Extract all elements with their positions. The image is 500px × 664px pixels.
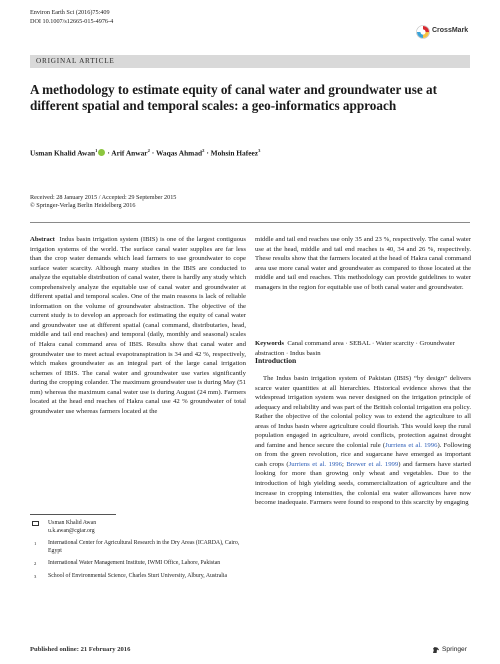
citation-link[interactable]: Brewer et al. 1999 (346, 460, 399, 468)
corresponding-author-email[interactable]: u.k.awan@cgiar.org (48, 527, 95, 534)
author-list (30, 148, 260, 157)
intro-text: ). Following on from the green revolution, rice and sugarcane have emerged as important cash crops ( (255, 441, 472, 468)
abstract-left-column (30, 235, 246, 416)
header-divider (30, 222, 470, 223)
footnotes (30, 520, 246, 586)
intro-text: ; (341, 460, 347, 468)
springer-horse-icon (432, 646, 440, 654)
affiliation-mark: 1 (34, 541, 37, 547)
author-affiliation-mark: 3 (258, 148, 261, 153)
keywords-label: Keywords (255, 340, 284, 347)
springer-logo (432, 645, 472, 655)
author-name[interactable]: Usman Khalid Awan (30, 148, 96, 158)
abstract-text-left: Indus basin irrigation system (IBIS) is one of the largest contiguous irrigation systems of the world. The surface canal water supplies are far less than the crop water demands which lead farmers to use groundwater to cope surface water scarcity. Although many studies in the IBIS are conducted to analyze the equitable distribution of canal water, there is hardly any study which comprehensively analyze the equitable use of canal water and groundwater at different spatial and temporal scales. One of the main reasons is lack of reliable information on the volume of groundwater abstraction. The objective of the current study is to develop an approach for estimating the equity of canal water and groundwater use at different spatial (canal command, distributaries, head, middle and tail end reaches) and temporal (daily, monthly and seasonal) scales of Hakra canal command area of IBIS. Results show that canal water and groundwater use to meet actual evapotranspiration is 34 and 42 %, respectively, which makes groundwater as an integral part of the large canal irrigation schemes of IBIS. The canal water and groundwater use varies significantly during the cropping colander. The maximum groundwater use is during May (51 mm) whereas the maximum canal water use is during August (24 mm). Farmers located at the head end reaches of Hakra canal use 42 % groundwater of total groundwater use whereas farmers located at the (30, 236, 246, 415)
article-title: A methodology to estimate equity of canal water and groundwater use at different spatial and temporal scales: a geo-informatics approach (30, 82, 437, 113)
citation-link[interactable]: Jurriens et al. 1996 (288, 460, 342, 468)
affiliation-mark: 3 (34, 573, 37, 579)
author-name[interactable]: Mohsin Hafeez (210, 148, 259, 158)
author-name[interactable]: Arif Anwar (111, 148, 148, 158)
affiliation-item (30, 573, 246, 581)
introduction-body (255, 374, 471, 508)
abstract-label: Abstract (30, 236, 55, 243)
envelope-icon (32, 521, 39, 526)
springer-label: Springer (442, 646, 467, 653)
abstract-paragraph (30, 235, 246, 416)
affiliation-text: International Center for Agricultural Research in the Dry Areas (ICARDA), Cairo, Egypt (48, 540, 240, 554)
intro-text: The Indus basin irrigation system of Pakistan (IBIS) “by design” delivers scarce water quantities at all hierarchies. Historical evidence shows that the widespread irrigation system was never designed on the irrigation principle of adequacy and reliability and was part of the British colonial irrigation era policy. Rather the objective of the colonial policy was to extend the agriculture to all areas of Indus basin where agriculture could flourish. This would keep the rural population engaged in agriculture, avoid conflicts, protection against drought and famine and hence secure the colonial rule ( (255, 375, 471, 449)
received-accepted-dates: Received: 28 January 2015 / Accepted: 29 September 2015 (30, 194, 177, 201)
author-affiliation-mark: 1 (95, 148, 98, 153)
journal-meta (30, 8, 113, 26)
crossmark-badge[interactable] (416, 25, 476, 39)
crossmark-icon (416, 25, 430, 39)
doi-link[interactable]: DOI 10.1007/s12665-015-4976-4 (30, 18, 114, 25)
author-affiliation-mark: 2 (202, 148, 205, 153)
author-name[interactable]: Waqas Ahmad (155, 148, 203, 158)
article-type-banner (30, 55, 470, 68)
article-dates (30, 194, 176, 210)
page-footer (30, 646, 470, 656)
affiliation-mark: 2 (34, 561, 37, 567)
corresponding-author (30, 520, 246, 535)
affiliation-text: International Water Management Institute, IWMI Office, Lahore, Pakistan (48, 560, 221, 567)
introduction-heading: Introduction (255, 356, 297, 365)
published-online-date: Published online: 21 February 2016 (30, 646, 131, 653)
crossmark-label: CrossMark (432, 27, 469, 34)
author-separator: · (206, 148, 209, 158)
author-separator: · (151, 148, 155, 158)
copyright-notice: © Springer-Verlag Berlin Heidelberg 2016 (30, 202, 136, 209)
journal-citation: Environ Earth Sci (2016)75:409 (30, 9, 110, 16)
corresponding-author-name: Usman Khalid Awan (48, 520, 97, 526)
citation-link[interactable]: Jurriens et al. 1996 (385, 441, 438, 449)
keywords-text: Canal command area · SEBAL · Water scarcity · Groundwater abstraction · Indus basin (255, 340, 455, 357)
footnote-divider (30, 514, 116, 515)
orcid-icon[interactable] (98, 149, 105, 156)
author-affiliation-mark: 2 (147, 148, 150, 153)
abstract-right-column (255, 235, 471, 292)
affiliation-item (30, 560, 246, 568)
abstract-text-right: middle and tail end reaches use only 35 and 23 %, respectively. The canal water use at the head, middle and tail end reaches is 40, 34 and 26 %, respectively. These results show that the farmers located at the head of Hakra canal command area use more canal water and groundwater as compared to those located at the middle and tail end reaches. This methodology can provide guidelines to water managers in the region for equitable use of both canal water and groundwater. (255, 236, 471, 291)
author-separator: · (107, 148, 110, 158)
article-type-label: ORIGINAL ARTICLE (36, 57, 115, 65)
affiliation-text: School of Environmental Science, Charles Sturt University, Albury, Australia (48, 572, 228, 579)
intro-text: ) and farmers have started looking for more than growing only wheat and vegetables. Due to the introduction of high yielding seeds, commercialization of agriculture and the increase in cropping intensities, the colonial era water allowances have now become inadequate. Farmers were found to respond to this scarcity by engaging (255, 460, 471, 507)
affiliation-item (30, 540, 246, 555)
introduction-paragraph (255, 374, 471, 508)
